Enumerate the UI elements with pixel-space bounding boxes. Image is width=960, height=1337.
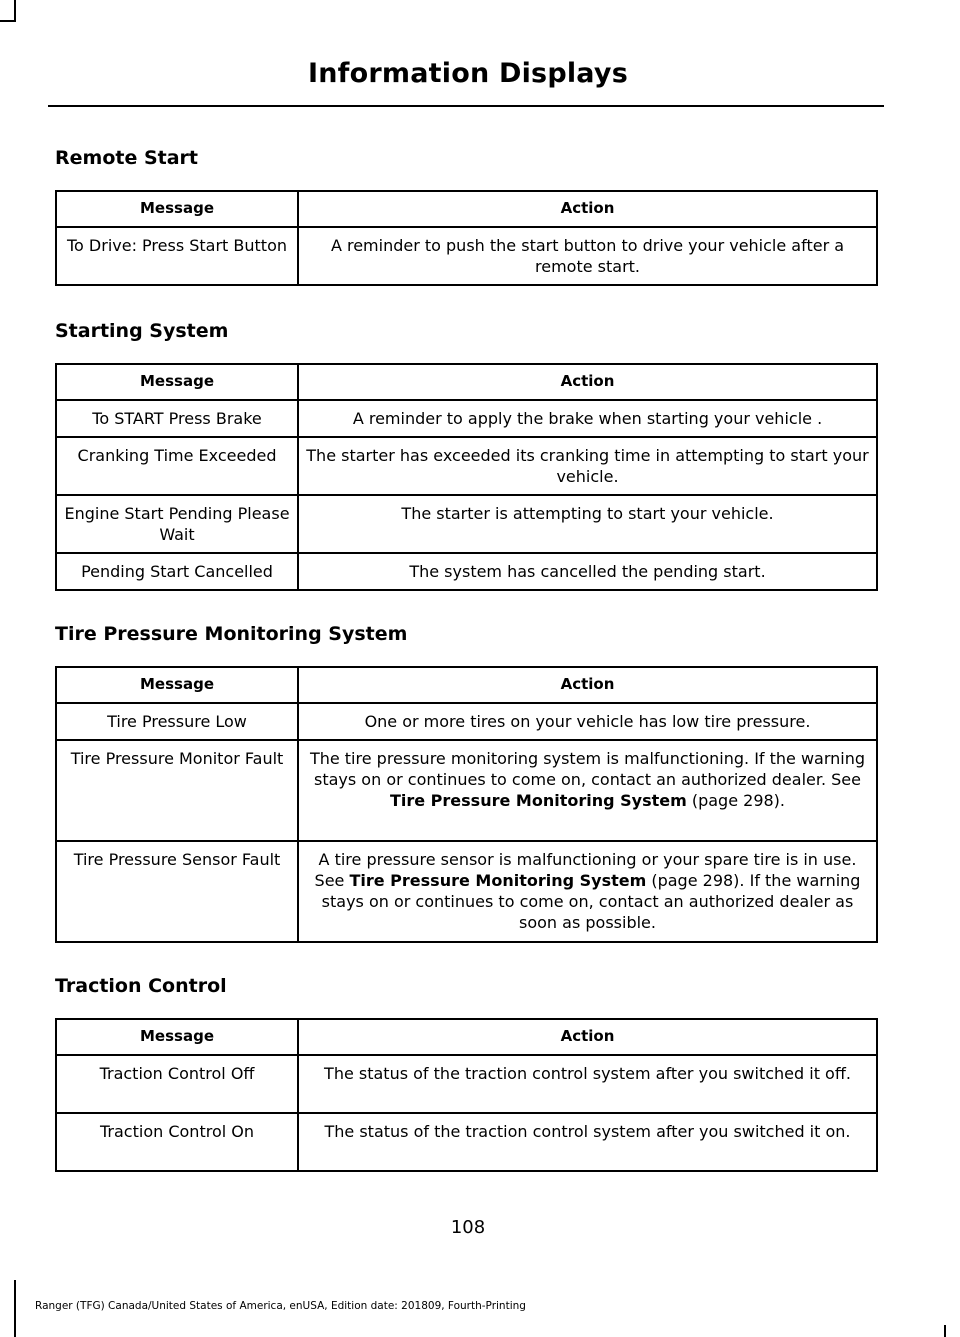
table-row [56,703,877,740]
action-cell [298,841,877,942]
traction-control-table [55,1018,878,1172]
column-header-message: Message [56,667,298,703]
action-cell: The starter is attempting to start your vehicle. [298,495,877,553]
table-row [56,553,877,590]
header-divider [48,105,884,107]
crop-mark-bottom-left-vertical [14,1280,16,1337]
action-text: (page 298). [686,791,786,810]
section-title-remote-start: Remote Start [55,147,198,169]
action-cell: A reminder to push the start button to drive your vehicle after a remote start. [298,227,877,285]
action-cell: A reminder to apply the brake when starting your vehicle . [298,400,877,437]
table-row [56,227,877,285]
action-cell: The status of the traction control system after you switched it off. [298,1055,877,1113]
cross-reference-link[interactable]: Tire Pressure Monitoring System [349,871,647,890]
crop-mark-top-left-vertical [14,0,16,22]
action-text: A tire pressure sensor is malfunctioning or your spare tire is in use. See [314,850,857,890]
section-title-starting-system: Starting System [55,320,229,342]
message-cell: Traction Control Off [56,1055,298,1113]
page-title: Information Displays [308,58,628,89]
table-row [56,1113,877,1171]
table-row [56,437,877,495]
message-cell: Tire Pressure Low [56,703,298,740]
message-cell: Tire Pressure Sensor Fault [56,841,298,942]
cross-reference-link[interactable]: Tire Pressure Monitoring System [389,791,687,810]
table-row [56,495,877,553]
starting-system-table [55,363,878,591]
table-header-row [56,667,877,703]
page-number: 108 [450,1217,486,1238]
action-cell: The starter has exceeded its cranking time in attempting to start your vehicle. [298,437,877,495]
column-header-action: Action [298,667,877,703]
message-cell: Engine Start Pending Please Wait [56,495,298,553]
table-header-row [56,364,877,400]
message-cell: Traction Control On [56,1113,298,1171]
table-row [56,740,877,841]
crop-mark-top-left-horizontal [0,20,16,22]
table-header-row [56,1019,877,1055]
table-header-row [56,191,877,227]
column-header-message: Message [56,364,298,400]
message-cell: Pending Start Cancelled [56,553,298,590]
section-title-tire-pressure: Tire Pressure Monitoring System [55,623,408,645]
remote-start-table [55,190,878,286]
column-header-message: Message [56,191,298,227]
table-row [56,841,877,942]
message-cell: To START Press Brake [56,400,298,437]
column-header-message: Message [56,1019,298,1055]
action-text: (page 298). If the warning stays on or continues to come on, contact an authorized dealer as soon as possible. [321,871,861,932]
message-cell: Cranking Time Exceeded [56,437,298,495]
column-header-action: Action [298,364,877,400]
crop-mark-bottom-right-vertical [944,1325,946,1337]
action-cell: The system has cancelled the pending start. [298,553,877,590]
table-row [56,400,877,437]
tire-pressure-table [55,666,878,943]
section-title-traction-control: Traction Control [55,975,227,997]
action-cell: One or more tires on your vehicle has low tire pressure. [298,703,877,740]
message-cell: Tire Pressure Monitor Fault [56,740,298,841]
action-text: The tire pressure monitoring system is malfunctioning. If the warning stays on or continues to come on, contact an authorized dealer. See [309,749,866,789]
footer-edition-info: Ranger (TFG) Canada/United States of America, enUSA, Edition date: 201809, Fourth-Printing [35,1300,526,1312]
column-header-action: Action [298,191,877,227]
message-cell: To Drive: Press Start Button [56,227,298,285]
column-header-action: Action [298,1019,877,1055]
table-row [56,1055,877,1113]
action-cell: The status of the traction control system after you switched it on. [298,1113,877,1171]
action-cell [298,740,877,841]
